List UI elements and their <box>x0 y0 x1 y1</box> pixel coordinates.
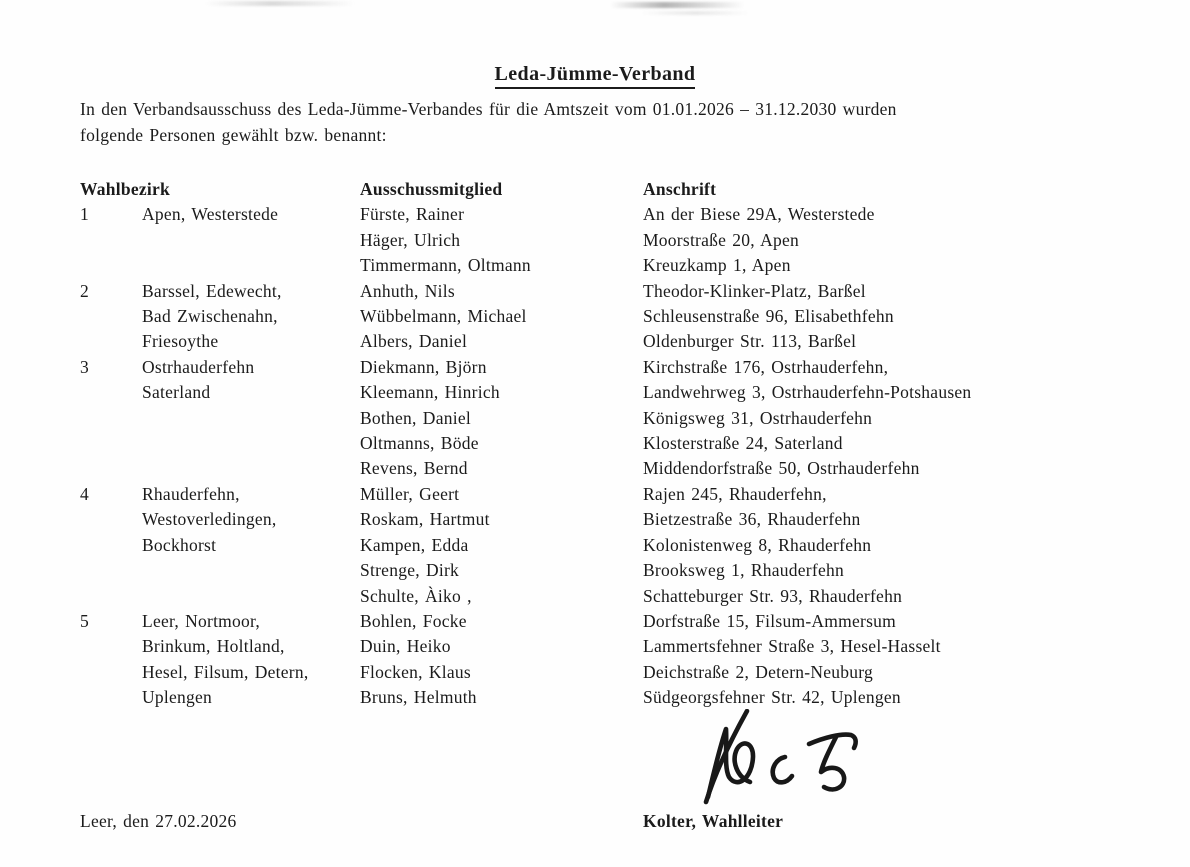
cell-line: Deichstraße 2, Detern-Neuburg <box>643 661 874 682</box>
cell-line: Barssel, Edewecht, <box>142 280 282 301</box>
cell-line: Kreuzkamp 1, Apen <box>643 255 791 276</box>
cell-line: Schatteburger Str. 93, Rhauderfehn <box>643 585 903 606</box>
scan-artifact-streak <box>205 1 355 6</box>
cell-line: Flocken, Klaus <box>360 661 471 682</box>
cell-line: Brooksweg 1, Rhauderfehn <box>643 560 844 581</box>
place-and-date: Leer, den 27.02.2026 <box>80 811 237 831</box>
cell-line: Schulte, Àiko , <box>360 585 472 606</box>
cell-line: Häger, Ulrich <box>360 229 461 250</box>
cell-line: Schleusenstraße 96, Elisabethfehn <box>643 306 894 327</box>
cell-line: Müller, Geert <box>360 483 460 504</box>
cell-line: Bad Zwischenahn, <box>142 306 278 327</box>
cell-line: Theodor-Klinker-Platz, Barßel <box>643 280 866 301</box>
cell-line: Königsweg 31, Ostrhauderfehn <box>643 407 873 428</box>
district-number <box>80 609 142 711</box>
district-names <box>142 355 360 482</box>
cell-line: Anhuth, Nils <box>360 280 455 301</box>
cell-line: Fürste, Rainer <box>360 204 465 225</box>
scan-artifact-streak <box>640 11 750 15</box>
cell-line: Wübbelmann, Michael <box>360 306 527 327</box>
cell-line: Diekmann, Björn <box>360 356 487 377</box>
district-names <box>142 279 360 355</box>
district-number <box>80 279 142 355</box>
cell-line: Ostrhauderfehn <box>142 356 255 377</box>
table-row <box>80 609 1110 711</box>
column-header-wahlbezirk: Wahlbezirk <box>80 179 171 199</box>
table-row <box>80 482 1110 609</box>
table-row <box>80 202 1110 278</box>
cell-line: Bockhorst <box>142 534 217 555</box>
cell-line: Bruns, Helmuth <box>360 687 477 708</box>
column-header-anschrift: Anschrift <box>643 179 717 199</box>
cell-line: Roskam, Hartmut <box>360 509 490 530</box>
cell-line: Brinkum, Holtland, <box>142 636 285 657</box>
cell-line: An der Biese 29A, Westerstede <box>643 204 875 225</box>
cell-line: Middendorfstraße 50, Ostrhauderfehn <box>643 458 920 479</box>
member-addresses <box>643 279 1090 355</box>
document-title: Leda-Jümme-Verband <box>495 63 696 89</box>
cell-line: Kampen, Edda <box>360 534 469 555</box>
member-addresses <box>643 202 1090 278</box>
district-number <box>80 202 142 278</box>
cell-line: Oltmanns, Böde <box>360 433 479 454</box>
intro-paragraph <box>80 96 1080 148</box>
cell-line: Moorstraße 20, Apen <box>643 229 799 250</box>
cell-line: Rhauderfehn, <box>142 483 240 504</box>
table-header-row <box>80 177 1110 202</box>
cell-line: Oldenburger Str. 113, Barßel <box>643 331 857 352</box>
cell-line: Strenge, Dirk <box>360 560 460 581</box>
member-addresses <box>643 482 1090 609</box>
column-header-ausschussmitglied: Ausschussmitglied <box>360 179 503 199</box>
cell-line: Revens, Bernd <box>360 458 468 479</box>
table-row <box>80 279 1110 355</box>
cell-line: Rajen 245, Rhauderfehn, <box>643 483 827 504</box>
member-names <box>360 202 643 278</box>
cell-line: Timmermann, Oltmann <box>360 255 531 276</box>
member-addresses <box>643 355 1090 482</box>
cell-line: Uplengen <box>142 687 213 708</box>
member-names <box>360 279 643 355</box>
table-row <box>80 355 1110 482</box>
cell-line: Dorfstraße 15, Filsum-Ammersum <box>643 610 897 631</box>
cell-line: Hesel, Filsum, Detern, <box>142 661 309 682</box>
signer-name-role: Kolter, Wahlleiter <box>643 811 784 831</box>
cell-line: Kolonistenweg 8, Rhauderfehn <box>643 534 872 555</box>
cell-line: Kirchstraße 176, Ostrhauderfehn, <box>643 356 889 377</box>
district-names <box>142 609 360 711</box>
cell-line: Albers, Daniel <box>360 331 468 352</box>
cell-line: 5 <box>80 610 89 631</box>
member-names <box>360 609 643 711</box>
cell-line: Bohlen, Focke <box>360 610 467 631</box>
cell-line: Lammertsfehner Straße 3, Hesel-Hasselt <box>643 636 941 657</box>
district-number <box>80 355 142 482</box>
district-names <box>142 482 360 609</box>
cell-line: 2 <box>80 280 89 301</box>
cell-line: Duin, Heiko <box>360 636 451 657</box>
scan-artifact-streak <box>610 2 745 8</box>
member-names <box>360 482 643 609</box>
cell-line: 3 <box>80 356 89 377</box>
cell-line: 1 <box>80 204 89 225</box>
intro-line-1: In den Verbandsausschuss des Leda-Jümme-Verbandes für die Amtszeit vom 01.01.2026 – 31.12.2030 wurden <box>80 99 897 119</box>
title-container <box>0 63 1190 89</box>
district-names <box>142 202 360 278</box>
member-names <box>360 355 643 482</box>
cell-line: Apen, Westerstede <box>142 204 279 225</box>
cell-line: 4 <box>80 483 89 504</box>
intro-line-2: folgende Personen gewählt bzw. benannt: <box>80 125 387 145</box>
district-number <box>80 482 142 609</box>
cell-line: Saterland <box>142 382 211 403</box>
cell-line: Westoverledingen, <box>142 509 277 530</box>
member-addresses <box>643 609 1090 711</box>
cell-line: Bietzestraße 36, Rhauderfehn <box>643 509 861 530</box>
cell-line: Friesoythe <box>142 331 219 352</box>
cell-line: Südgeorgsfehner Str. 42, Uplengen <box>643 687 901 708</box>
cell-line: Leer, Nortmoor, <box>142 610 261 631</box>
cell-line: Landwehrweg 3, Ostrhauderfehn-Potshausen <box>643 382 972 403</box>
table-body <box>80 202 1110 710</box>
committee-table <box>80 177 1110 711</box>
cell-line: Bothen, Daniel <box>360 407 471 428</box>
cell-line: Kleemann, Hinrich <box>360 382 500 403</box>
signature-handwritten <box>663 709 895 807</box>
cell-line: Klosterstraße 24, Saterland <box>643 433 843 454</box>
